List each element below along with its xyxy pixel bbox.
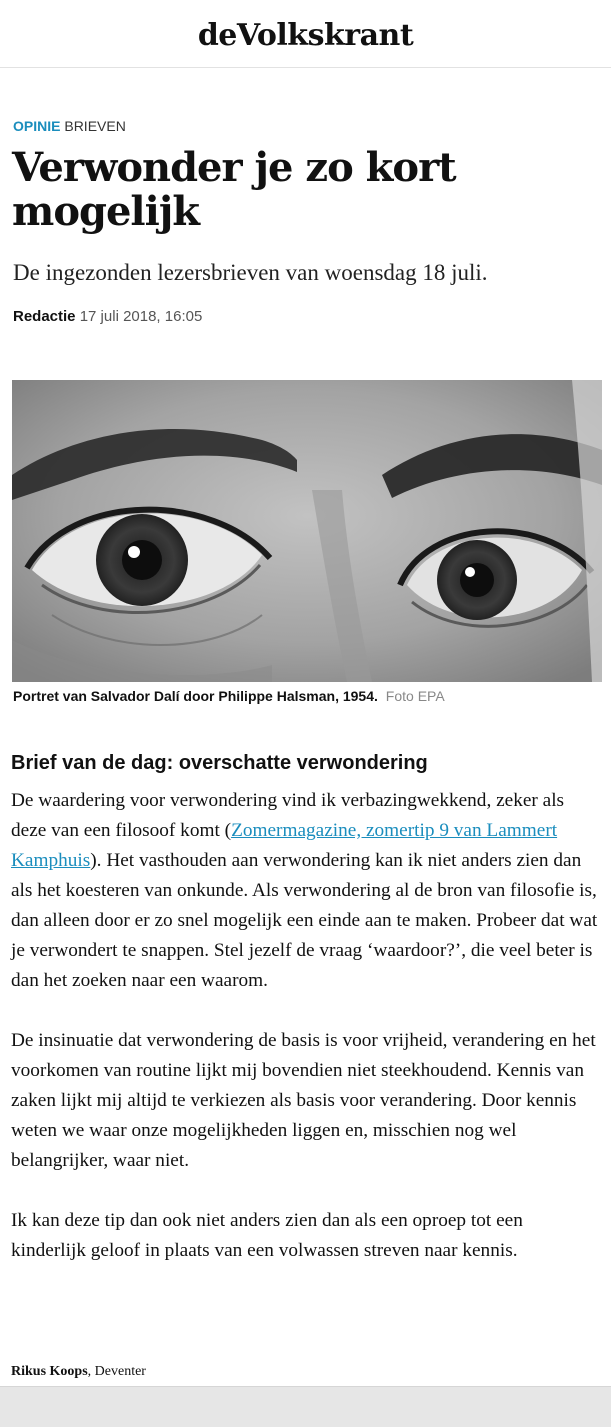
photo-credit: Foto EPA — [385, 688, 445, 704]
bottom-bar — [0, 1386, 611, 1427]
article-body — [11, 786, 601, 1296]
paragraph-1-after: ). Het vasthouden aan verwondering kan ik niet anders zien dan als het koesteren van onkunde. Als verwondering al de bron van filosofie is, dan alleen door er zo snel mogelijk een einde aan te maken. Probeer dat wat je verwondert te snappen. Stel jezelf de vraag ‘waardoor?’, die veel beter is dan het zoeken naar een waarom. — [11, 850, 598, 991]
paragraph-3: Ik kan deze tip dan ook niet anders zien dan als een oproep tot een kinderlijk geloof in plaats van een volwassen streven naar kennis. — [11, 1210, 523, 1261]
masthead — [0, 0, 611, 68]
paragraph-2: De insinuatie dat verwondering de basis is voor vrijheid, verandering en het voorkomen van routine lijkt mij bovendien niet steekhoudend. Kennis van zaken lijkt mij altijd te verkiezen als basis voor verandering. Door kennis weten we waar onze mogelijkheden liggen en, misschien nog wel belangrijker, waar niet. — [11, 1030, 596, 1171]
paragraph-1 — [11, 786, 601, 996]
letter-signature — [11, 1364, 146, 1380]
section-link-opinie[interactable]: OPINIE — [13, 118, 61, 134]
byline — [13, 308, 202, 325]
author-name: Redactie — [13, 308, 76, 325]
caption-text: Portret van Salvador Dalí door Philippe Halsman, 1954. — [13, 688, 378, 704]
article-lead: De ingezonden lezersbrieven van woensdag 18 juli. — [13, 260, 488, 285]
portrait-eyes-image — [12, 380, 602, 682]
zomermagazine-link[interactable]: Zomermagazine, zomertip 9 van Lammert Kamphuis — [11, 820, 558, 871]
signature-name: Rikus Koops — [11, 1364, 88, 1379]
section-link-brieven[interactable]: BRIEVEN — [64, 118, 126, 134]
section-label — [13, 118, 126, 134]
photo-caption — [13, 688, 445, 704]
article-title: Verwonder je zo kort mogelijk — [12, 144, 456, 235]
letter-heading: Brief van de dag: overschatte verwondering — [11, 752, 428, 774]
paragraph-1-before: De waardering voor verwondering vind ik verbazingwekkend, zeker als deze van een filosoof komt ( — [11, 790, 565, 841]
publish-date: 17 juli 2018, 16:05 — [79, 308, 203, 325]
site-logo[interactable]: deVolkskrant — [197, 18, 414, 53]
signature-place: , Deventer — [87, 1364, 146, 1379]
article-photo — [12, 380, 602, 682]
